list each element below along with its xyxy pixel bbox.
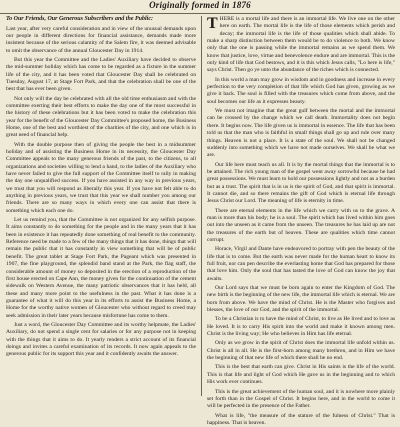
paragraph: With the double purpose then of giving the people the best in a midsummer holiday and of assisting the Business Home in its necessity, the Gloucester Day Committee appeals to the many generous friends of the past, to the citizens, to all organizations and societies willing to lend a hand, to the ladies of the Auxiliary who have never failed to give the full support of the Committee itself to rally in making the day one unqualified success. If you have assisted in any way in previous years, we trust that you will respond as liberally this year. If you have not felt able to do anything in previous years, we trust that this year we shall number you among our friends. There are so many ways in which every one can assist that there is something which each one do.: [6, 141, 196, 214]
paragraph: [207, 16, 395, 75]
paragraph: There are eternal elements in the life which we carry with us to the grave. A man is more than his body; he is a soul. The spirit which has lived within him goes out into the unseen as it came from the unseen. The treasures he has laid up are not the treasures of the earth but of heaven. These are qualities which time cannot corrupt.: [207, 207, 395, 243]
paragraph: Only as we grow in the spirit of Christ does the immortal life unfold within us. Christ is all in all. He is the first-born among many brethren, and in Him we have the beginning of that new life of which there shall be no end.: [207, 340, 395, 362]
paragraph-text: HERE is a mortal life and there is an immortal life. We live one on the other here on earth. The mortal life is the life of those elements which perish and decay; the immortal life is the life of those qualities which shall abide. To make a sharp distinction between them would be to do violence to both. We know only that the one is passing while the immortal remains as we spend them. We know that justice, love, virtue and benevolence endure and are immortal. This is the only kind of life that God bestows, and it is this which Jesus calls, "Lo here is life," says Christ. Then go ye unto the abundance of the riches which is connected.: [207, 16, 395, 74]
paragraph: Last year, after very careful consideration and in view of the unusual demands upon our people in different directions for financial assistance, demands made more insistent because of the serious calamity of the Salem fire, it was deemed advisable to omit the observance of the annual Gloucester Day in 1914.: [6, 25, 196, 54]
paragraph: What is life, "the measure of the stature of the fulness of Christ." That is happiness. That is heaven.: [207, 412, 395, 426]
paragraph: In this world a man may grow in wisdom and in goodness and increase in every perfection to the very completion of that life which God has given, growing as we give it back. The soul is filled with the treasures which come from above, and the soul becomes our life as it expresses beauty.: [207, 76, 395, 105]
paragraph: This is the best that earth can give. Christ in His saints is the life of the world. This is that life and light of God which He gave us in the beginning and to which His work ever continues.: [207, 364, 395, 386]
column-divider: [201, 16, 202, 396]
paragraph: To be a Christian is to have the mind of Christ, to live as He lived and to love as He loved. It is to carry His spirit into the world and make it known among men. Christ is the living way; He who believes in Him has life eternal.: [207, 316, 395, 338]
drop-cap: T: [207, 15, 218, 32]
paragraph: Our Lord says that we must be born again to enter the Kingdom of God. The new birth is the beginning of the new life, the immortal life which is eternal. We are born from above. We have the mind of Christ. He is the Master who forgives and blesses, the love of our God, and the spirit of the immortal.: [207, 285, 395, 314]
paragraph: Horace, Virgil and Dante have endeavored to portray with pen the beauty of the life that is to come. But the earth was never made for the human heart to know its full fruit, nor can pen describe the everlasting home that God has prepared for those that love him. Only the soul that has tasted the love of God can know the joy that awaits.: [207, 246, 395, 282]
paragraph: Just a word, the Gloucester Day Committee and its worthy helpmate, the Ladies' Auxiliary, do not spend a single cent for salaries or for any purpose not in keeping with the things that it aims to do. It yearly renders a strict account of its financial doings and invites a careful examination of its records. It now again appeals to the generous public for its support this year and it confidently awaits the answer.: [6, 321, 196, 358]
banner-text: Originally formed in 1876: [0, 0, 400, 14]
article-heading: To Our Friends, Our Generous Subscribers and the Public:: [6, 16, 153, 22]
paragraph: This is the great achievement of the human soul, and it is nowhere more plainly set forth than in the Gospel of Christ. It begins here, and in the world to come it will be perfected in the presence of the Father.: [207, 388, 395, 410]
paragraph: We must not imagine that the great gulf between the mortal and the immortal can be crossed by the change which we call death. Immortality does not begin there. It begins now. The life given us is immortal in essence. The life that has been told us that the man who is faithful in small things shall go up and rule over many things. Heaven is not a place. It is a state of the soul. We shall not be changed suddenly into something which we have not made ourselves. We shall be what we are.: [207, 108, 395, 159]
paragraph: But this year the Committee and the Ladies' Auxiliary have decided to observe the mid-summer holiday which has come to be regarded as a fixture in the summer life of the city, and it has been voted that Gloucester Day shall be celebrated on Tuesday, August 17, at Stage Fort Park, and that the celebration shall be one of the best that has ever been given.: [6, 56, 196, 93]
paragraph: Our life here must teach us all. It is by the mortal things that the immortal is to be attained. The rich young man of the gospel went away sorrowful because he had great possessions. We must learn to hold our possessions lightly and not as a burden but as a trust. The spirit that is in us is the spirit of God, and that spirit is immortal. It cannot die, and so there remains the gift of God which is eternal life through Jesus Christ our Lord. The meaning of life is eternity in time.: [207, 161, 395, 205]
paragraph: Let us remind you, that the Committee is not organized for any selfish purpose. It aims constantly to do something for the people and in the many years that it has been in existence it has repeatedly done something of real benefit to the community. Reference need be made to a few of the many things that it has done, things that will remain the public that it has constantly in view something that will be of public benefit. The great tablet at Stage Fort Park, the Pageant which was presented in 1907, the fine playground, the splendid band stand at the Park, the flag staff, the considerable amount of money so deposited in the erection of a reproduction of the first house erected on Cape Ann, the money given for the continuation of the cement sidewalk on Western Avenue, the many patriotic observances that it has held, all these and many more point to the usefulness in the past. What it has done is a guarantee of what it will do this year in its efforts to assist the Business Home, a Home for the worthy native women of Gloucester who without regard to creed may seek admission in their later years because misfortune has come to them.: [6, 217, 196, 319]
left-column-article: [6, 16, 196, 398]
right-column-article: [207, 15, 395, 426]
paragraph: Not only will the day be celebrated with all the old time enthusiasm and with the committee exerting their best efforts to make the day one of the most successful in the history of these celebrations but it has been voted to make the celebration this year for the benefit of the Gloucester Day Committee's proposed home, the Business Home, one of the best and worthiest of the charities of the city, and one which is in great need of financial help.: [6, 95, 196, 139]
